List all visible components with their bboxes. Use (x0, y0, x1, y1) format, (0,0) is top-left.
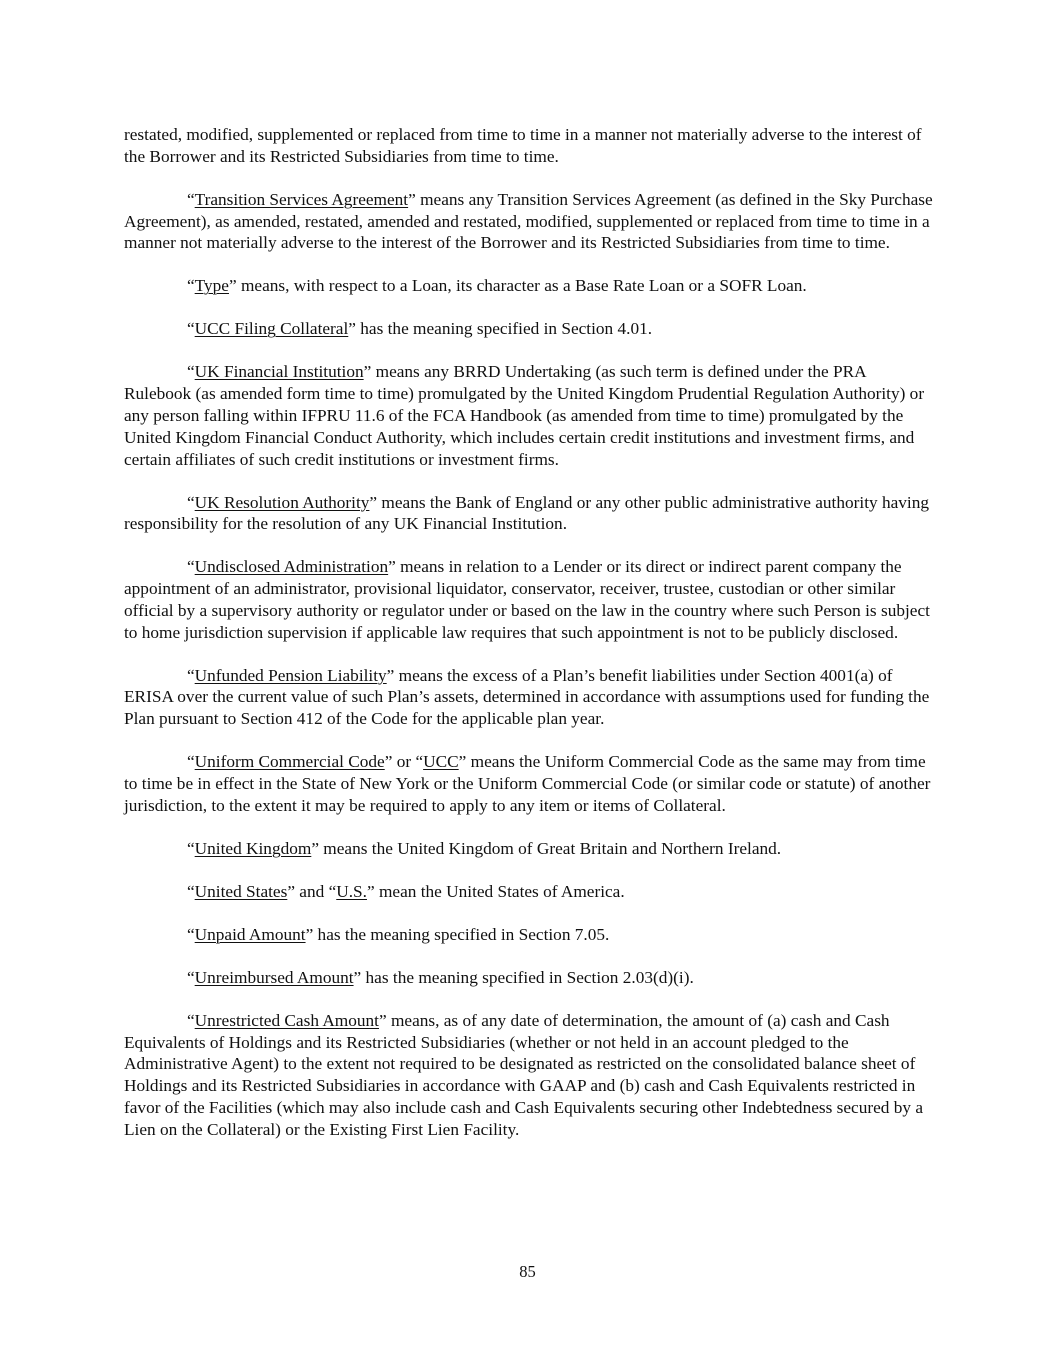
definition-body: means, with respect to a Loan, its character as a Base Rate Loan or a SOFR Loan. (236, 276, 807, 296)
term-connector: and (294, 881, 329, 901)
definition-unpaid-amount: “Unpaid Amount” has the meaning specified in Section 7.05. (187, 924, 610, 944)
defined-term: United States (194, 881, 288, 901)
definition-transition-services-agreement: “Transition Services Agreement” means any Transition Services Agreement (as defined in the Sky Purchase Agreement), as amended, restated, amended and restated, modified, supplemented or replaced from time to time in a manner not materially adverse to the interest of the Borrower and its Restricted Subsidiaries from time to time. (124, 189, 933, 253)
defined-term: Type (194, 276, 229, 296)
defined-term-alias: U.S. (336, 881, 367, 901)
definition-body: means the excess of a Plan’s benefit liabilities under Section 4001(a) of ERISA over the current value of such Plan’s assets, determined in accordance with assumptions used for funding the Plan pursuant to Section 412 of the Code for the applicable plan year. (124, 665, 930, 729)
term-connector: or (392, 752, 416, 772)
definition-body: means in relation to a Lender or its direct or indirect parent company the appointment of an administrator, provisional liquidator, conservator, receiver, trustee, custodian or other similar official by a supervisory authority or regulator under or based on the law in the country where such Person is subject to home jurisdiction supervision if applicable law requires that such appointment is not to be publicly disclosed. (124, 557, 930, 642)
defined-term: Transition Services Agreement (194, 189, 409, 209)
definition-uniform-commercial-code: “Uniform Commercial Code” or “UCC” means the Uniform Commercial Code as the same may from time to time be in effect in the State of New York or the Uniform Commercial Code (or similar code or statute) of another jurisdiction, to the extent it may be required to apply to any item or items of Collateral. (124, 752, 931, 815)
definition-united-states: “United States” and “U.S.” mean the United States of America. (187, 881, 625, 901)
definition-body: means the United Kingdom of Great Britain and Northern Ireland. (318, 838, 782, 858)
page-number: 85 (519, 1262, 536, 1281)
defined-term-alias: UCC (423, 752, 459, 772)
defined-term: Unfunded Pension Liability (194, 665, 387, 685)
definition-body: means the Uniform Commercial Code as the same may from time to time be in effect in the State of New York or the Uniform Commercial Code (or similar code or statute) of another jurisdiction, to the extent it may be required to apply to any item or items of Collateral. (124, 752, 931, 815)
definition-body: means, as of any date of determination, the amount of (a) cash and Cash Equivalents of Holdings and its Restricted Subsidiaries (whether or not held in an account pledged to the Administrative Agent) to the extent not required to be designated as restricted on the consolidated balance sheet of Holdings and its Restricted Subsidiaries in accordance with GAAP and (b) cash and Cash Equivalents restricted in favor of the Facilities (which may also include cash and Cash Equivalents securing other Indebtedness secured by a Lien on the Collateral) or the Existing First Lien Facility. (124, 1010, 924, 1139)
definition-body: has the meaning specified in Section 2.03(d)(i). (361, 967, 694, 987)
definition-body: mean the United States of America. (374, 881, 625, 901)
defined-term: UK Resolution Authority (194, 492, 370, 512)
definition-unreimbursed-amount: “Unreimbursed Amount” has the meaning specified in Section 2.03(d)(i). (187, 967, 694, 987)
definition-unrestricted-cash-amount: “Unrestricted Cash Amount” means, as of any date of determination, the amount of (a) cash and Cash Equivalents of Holdings and its Restricted Subsidiaries (whether or not held in an account pledged to the Administrative Agent) to the extent not required to be designated as restricted on the consolidated balance sheet of Holdings and its Restricted Subsidiaries in accordance with GAAP and (b) cash and Cash Equivalents restricted in favor of the Facilities (which may also include cash and Cash Equivalents securing other Indebtedness secured by a Lien on the Collateral) or the Existing First Lien Facility. (124, 1010, 924, 1139)
definition-body: means any Transition Services Agreement (as defined in the Sky Purchase Agreement), as amended, restated, amended and restated, modified, supplemented or replaced from time to time in a manner not materially adverse to the interest of the Borrower and its Restricted Subsidiaries from time to time. (124, 189, 933, 253)
definition-body: has the meaning specified in Section 4.01. (355, 319, 653, 339)
defined-term: Unpaid Amount (194, 924, 306, 944)
definition-unfunded-pension-liability: “Unfunded Pension Liability” means the excess of a Plan’s benefit liabilities under Section 4001(a) of ERISA over the current value of such Plan’s assets, determined in accordance with assumptions used for funding the Plan pursuant to Section 412 of the Code for the applicable plan year. (124, 665, 930, 729)
defined-term: Undisclosed Administration (194, 557, 389, 577)
definition-undisclosed-administration: “Undisclosed Administration” means in relation to a Lender or its direct or indirect parent company the appointment of an administrator, provisional liquidator, conservator, receiver, trustee, custodian or other similar official by a supervisory authority or regulator under or based on the law in the country where such Person is subject to home jurisdiction supervision if applicable law requires that such appointment is not to be publicly disclosed. (124, 557, 930, 642)
definition-body: has the meaning specified in Section 7.05. (313, 924, 610, 944)
defined-term: Unrestricted Cash Amount (194, 1010, 379, 1030)
defined-term: Unreimbursed Amount (194, 967, 354, 987)
defined-term: Uniform Commercial Code (194, 752, 385, 772)
definition-body: means the Bank of England or any other public administrative authority having responsibility for the resolution of any UK Financial Institution. (124, 492, 929, 534)
defined-term: UK Financial Institution (194, 362, 364, 382)
definition-united-kingdom: “United Kingdom” means the United Kingdom of Great Britain and Northern Ireland. (187, 838, 782, 858)
continuation-paragraph: restated, modified, supplemented or replaced from time to time in a manner not materially adverse to the interest of the Borrower and its Restricted Subsidiaries from time to time. (124, 125, 922, 166)
defined-term: UCC Filing Collateral (194, 319, 349, 339)
definition-uk-financial-institution: “UK Financial Institution” means any BRRD Undertaking (as such term is defined under the PRA Rulebook (as amended form time to time) promulgated by the United Kingdom Prudential Regulation Authority) or any person falling within IFPRU 11.6 of the FCA Handbook (as amended from time to time) promulgated by the United Kingdom Financial Conduct Authority, which includes certain credit institutions and investment firms, and certain affiliates of such credit institutions or investment firms. (124, 362, 925, 469)
defined-term: United Kingdom (194, 838, 312, 858)
definition-type: “Type” means, with respect to a Loan, its character as a Base Rate Loan or a SOFR Loan. (187, 276, 807, 296)
definition-ucc-filing-collateral: “UCC Filing Collateral” has the meaning specified in Section 4.01. (187, 319, 653, 339)
document-page (124, 124, 934, 1162)
definition-uk-resolution-authority: “UK Resolution Authority” means the Bank of England or any other public administrative authority having responsibility for the resolution of any UK Financial Institution. (124, 492, 929, 534)
definition-body: means any BRRD Undertaking (as such term is defined under the PRA Rulebook (as amended form time to time) promulgated by the United Kingdom Prudential Regulation Authority) or any person falling within IFPRU 11.6 of the FCA Handbook (as amended from time to time) promulgated by the United Kingdom Financial Conduct Authority, which includes certain credit institutions and investment firms, and certain affiliates of such credit institutions or investment firms. (124, 362, 925, 469)
